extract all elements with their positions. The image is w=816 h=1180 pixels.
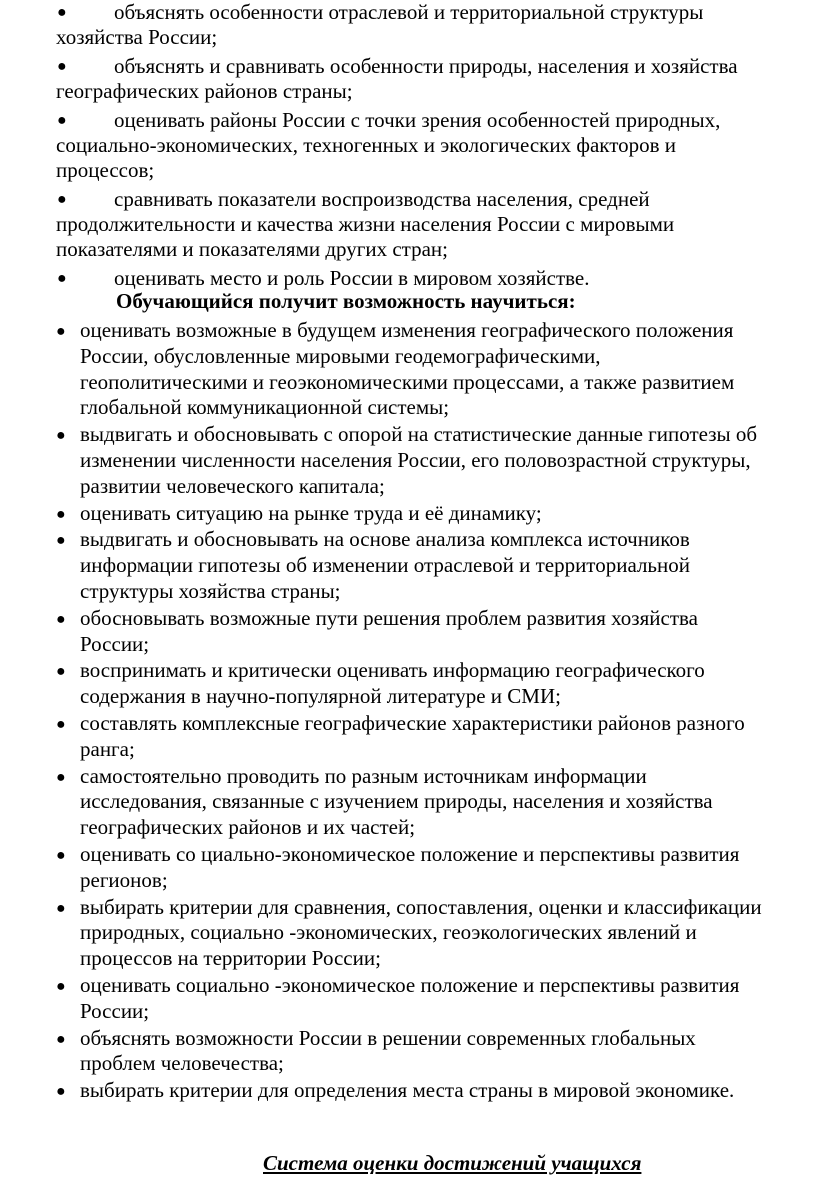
bullet-icon: ●	[56, 427, 66, 445]
list-item	[0, 764, 816, 841]
bullet-icon: ●	[57, 112, 67, 129]
list-item-text: процессов на территории России;	[80, 946, 381, 971]
list-item	[0, 606, 816, 658]
list-item-text: развитии человеческого капитала;	[80, 473, 385, 498]
bullet-icon: ●	[56, 505, 66, 523]
list-item-text: объяснять возможности России в решении современных глобальных	[80, 1025, 696, 1050]
list-item-text: России, обусловленные мировыми геодемографическими,	[80, 343, 601, 368]
list-item-text: оценивать социально -экономическое положение и перспективы развития	[80, 972, 740, 997]
list-item-text: информации гипотезы об изменении отраслевой и территориальной	[80, 553, 690, 578]
list-item-text: оценивать место и роль России в мировом хозяйстве.	[114, 266, 590, 290]
list-item-text: показателями и показателями других стран;	[56, 237, 449, 261]
list-item-text: географических районов и их частей;	[80, 815, 416, 840]
list-item	[0, 266, 816, 291]
list-item-text: оценивать со циально-экономическое положение и перспективы развития	[80, 841, 740, 866]
bullet-icon: ●	[57, 4, 67, 21]
list-item-text: объяснять и сравнивать особенности природы, населения и хозяйства	[114, 54, 738, 78]
list-item-text: оценивать ситуацию на рынке труда и её динамику;	[80, 500, 542, 525]
bullet-icon: ●	[56, 977, 66, 995]
list-item	[0, 658, 816, 710]
list-item-text: содержания в научно-популярной литературе и СМИ;	[80, 684, 561, 709]
list-item-text: выдвигать и обосновывать с опорой на статистические данные гипотезы об	[80, 422, 758, 447]
list-item-text: самостоятельно проводить по разным источникам информации	[80, 763, 647, 788]
outcomes-list	[0, 0, 816, 295]
list-item	[0, 527, 816, 604]
list-item-text: выбирать критерии для сравнения, сопоставления, оценки и классификации	[80, 894, 762, 919]
list-item-text: геополитическими и геоэкономическими процессами, а также развитием	[80, 369, 735, 394]
bullet-icon: ●	[57, 58, 67, 75]
list-item-text: воспринимать и критически оценивать информацию географического	[80, 658, 705, 683]
bullet-icon: ●	[56, 1083, 66, 1101]
section-title-assessment: Система оценки достижений учащихся	[263, 1151, 642, 1175]
section-heading: Обучающийся получит возможность научиться:	[116, 289, 576, 313]
list-item-text: России;	[80, 631, 150, 656]
list-item	[0, 54, 816, 104]
bullet-icon: ●	[57, 191, 67, 208]
list-item-text: ранга;	[80, 736, 135, 761]
list-item-text: сравнивать показатели воспроизводства населения, средней	[114, 187, 650, 211]
list-item-text: оценивать районы России с точки зрения особенностей природных,	[114, 108, 721, 132]
list-item	[0, 711, 816, 763]
list-item-text: географических районов страны;	[56, 79, 353, 103]
list-item	[0, 895, 816, 972]
list-item-text: глобальной коммуникационной системы;	[80, 395, 450, 420]
list-item-text: составлять комплексные географические характеристики районов разного	[80, 710, 745, 735]
list-item	[0, 842, 816, 894]
bullet-icon: ●	[56, 610, 66, 628]
bullet-icon: ●	[57, 270, 67, 287]
list-item-text: выдвигать и обосновывать на основе анализа комплекса источников	[80, 527, 690, 552]
list-item	[0, 187, 816, 262]
list-item	[0, 973, 816, 1025]
bullet-icon: ●	[56, 323, 66, 340]
list-item-text: процессов;	[56, 158, 155, 182]
list-item-text: регионов;	[80, 867, 168, 892]
bullet-icon: ●	[56, 846, 66, 864]
list-item-text: России;	[80, 998, 150, 1023]
list-item-text: выбирать критерии для определения места страны в мировой экономике.	[80, 1078, 735, 1103]
list-item-text: социально-экономических, техногенных и экологических факторов и	[56, 133, 676, 157]
list-item	[0, 1078, 816, 1104]
list-item-text: хозяйства России;	[56, 25, 218, 49]
list-item-text: объяснять особенности отраслевой и территориальной структуры	[114, 0, 704, 24]
bullet-icon: ●	[56, 663, 66, 681]
list-item	[0, 1026, 816, 1078]
list-item	[0, 422, 816, 499]
bullet-icon: ●	[56, 715, 66, 733]
extended-outcomes-list	[0, 318, 816, 1105]
list-item-text: продолжительности и качества жизни населения России с мировыми	[56, 212, 675, 236]
bullet-icon: ●	[56, 899, 66, 917]
list-item	[0, 108, 816, 183]
bullet-icon: ●	[56, 532, 66, 550]
list-item-text: обосновывать возможные пути решения проблем развития хозяйства	[80, 605, 698, 630]
list-item-text: исследования, связанные с изучением природы, населения и хозяйства	[80, 789, 713, 814]
list-item	[0, 318, 816, 421]
list-item	[0, 0, 816, 50]
list-item-text: природных, социально -экономических, геоэкологических явлений и	[80, 920, 697, 945]
list-item-text: оценивать возможные в будущем изменения географического положения	[80, 318, 734, 342]
list-item-text: проблем человечества;	[80, 1051, 284, 1076]
list-item	[0, 501, 816, 527]
list-item-text: структуры хозяйства страны;	[80, 578, 341, 603]
bullet-icon: ●	[56, 1030, 66, 1048]
bullet-icon: ●	[56, 768, 66, 786]
list-item-text: изменении численности населения России, его половозрастной структуры,	[80, 447, 751, 472]
